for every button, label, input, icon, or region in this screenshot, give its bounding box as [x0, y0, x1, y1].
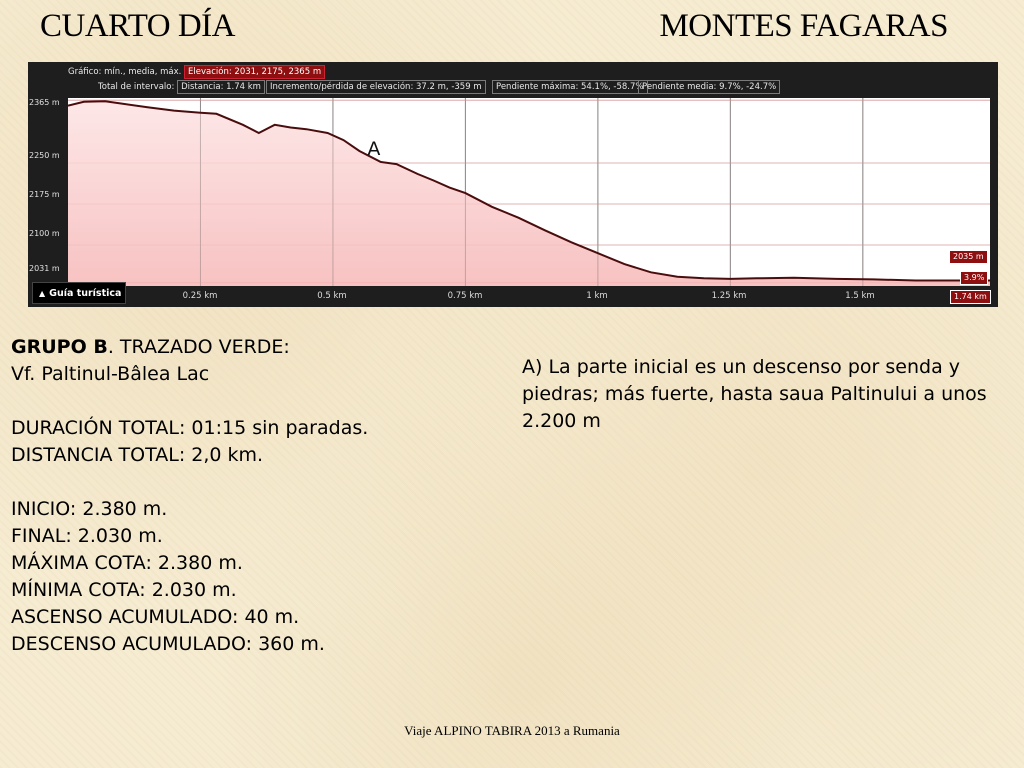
marker-a-label: A [367, 138, 381, 160]
y-tick-label: 2365 m [29, 98, 60, 107]
route-details [11, 334, 491, 658]
slide-title-left: CUARTO DÍA [40, 8, 235, 44]
x-tick-label: 0.25 km [182, 291, 218, 301]
slide-title-right: MONTES FAGARAS [659, 8, 948, 44]
elevation-profile-chart [28, 62, 998, 307]
start-altitude: INICIO: 2.380 m. [11, 498, 168, 520]
x-tick-label: 0.75 km [447, 291, 483, 301]
guide-tab-label: Guía turística [49, 288, 122, 299]
elevation-stat: Elevación: 2031, 2175, 2365 m [184, 65, 325, 79]
end-distance-tag: 1.74 km [950, 290, 991, 304]
end-elevation-tag: 2035 m [949, 250, 988, 264]
total-distance: DISTANCIA TOTAL: 2,0 km. [11, 444, 264, 466]
profile-plot-area [68, 98, 990, 286]
max-altitude: MÁXIMA COTA: 2.380 m. [11, 552, 243, 574]
cumulative-ascent: ASCENSO ACUMULADO: 40 m. [11, 606, 300, 628]
elevation-gain-stat: Incremento/pérdida de elevación: 37.2 m, -359 m [266, 80, 486, 94]
x-tick-label: 1 km [586, 291, 608, 301]
group-label: GRUPO B [11, 336, 108, 358]
cumulative-descent: DESCENSO ACUMULADO: 360 m. [11, 633, 325, 655]
min-altitude: MÍNIMA COTA: 2.030 m. [11, 579, 237, 601]
route-name: Vf. Paltinul-Bâlea Lac [11, 363, 210, 385]
end-slope-tag: 3.9% [960, 271, 988, 285]
x-tick-label: 1.5 km [845, 291, 875, 301]
elevation-area [68, 101, 990, 286]
distance-stat: Distancia: 1.74 km [177, 80, 265, 94]
y-tick-label: 2100 m [29, 229, 60, 238]
guide-tab-button[interactable] [32, 282, 126, 304]
stats-label: Gráfico: mín., media, máx. [68, 67, 182, 77]
total-duration: DURACIÓN TOTAL: 01:15 sin paradas. [11, 417, 369, 439]
trail-label: . TRAZADO VERDE: [107, 336, 290, 358]
profile-svg [68, 98, 990, 286]
section-a-note: A) La parte inicial es un descenso por senda y piedras; más fuerte, hasta saua Paltinului a unos 2.200 m [522, 356, 987, 432]
avg-slope-stat: Pendiente media: 9.7%, -24.7% [638, 80, 780, 94]
x-tick-label: 1.25 km [711, 291, 747, 301]
end-altitude: FINAL: 2.030 m. [11, 525, 163, 547]
chevron-up-icon: ▲ [39, 289, 46, 298]
x-tick-label: 0.5 km [317, 291, 347, 301]
y-tick-label: 2031 m [29, 264, 60, 273]
footer-text: Viaje ALPINO TABIRA 2013 a Rumania [404, 723, 620, 738]
y-tick-label: 2250 m [29, 151, 60, 160]
max-slope-stat: Pendiente máxima: 54.1%, -58.7% [492, 80, 648, 94]
y-tick-label: 2175 m [29, 190, 60, 199]
interval-label: Total de intervalo: [98, 82, 175, 92]
